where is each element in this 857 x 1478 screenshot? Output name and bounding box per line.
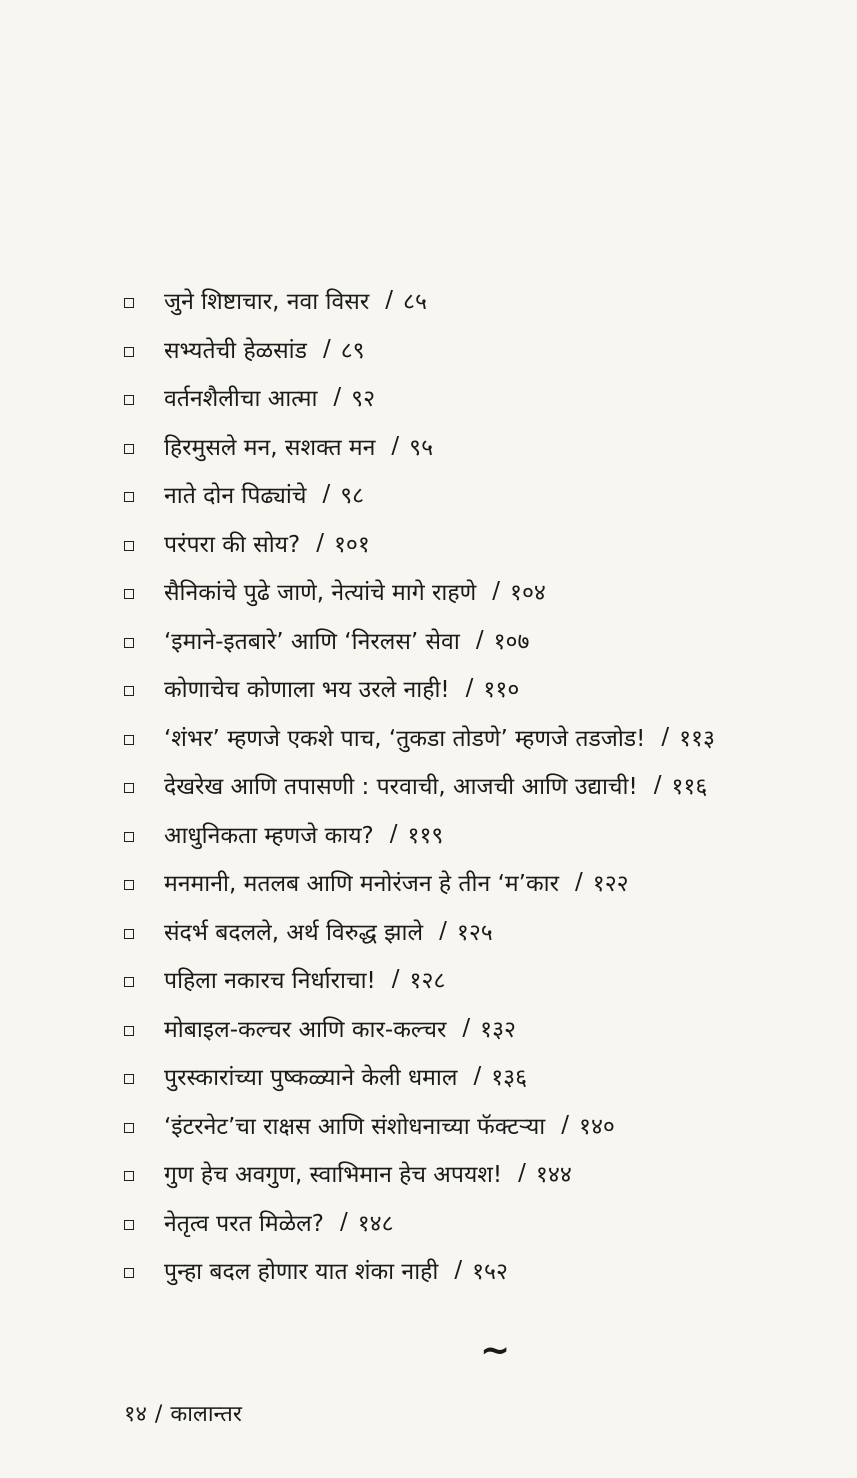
toc-entry-separator: / (518, 1160, 526, 1187)
toc-entry-title: संदर्भ बदलले, अर्थ विरुद्ध झाले (164, 919, 424, 946)
toc-entry-title: गुण हेच अवगुण, स्वाभिमान हेच अपयश! (164, 1162, 503, 1189)
toc-entry (124, 470, 844, 519)
toc-entry (124, 1246, 844, 1295)
toc-entry-title: ‘इंटरनेट’चा राक्षस आणि संशोधनाच्या फॅक्टऱ्या (164, 1113, 546, 1140)
footer-separator: / (154, 1402, 163, 1427)
end-ornament: ~ (480, 1330, 511, 1371)
checkbox-bullet-icon (124, 638, 134, 648)
checkbox-bullet-icon (124, 444, 134, 454)
toc-entry-title: सैनिकांचे पुढे जाणे, नेत्यांचे मागे राहणे (164, 580, 477, 607)
toc-entry-title: नाते दोन पिढ्यांचे (164, 483, 307, 510)
toc-entry-separator: / (561, 1111, 570, 1138)
checkbox-bullet-icon (124, 783, 134, 793)
toc-entry-title: सभ्यतेची हेळसांड (164, 337, 307, 364)
table-of-contents (124, 276, 844, 1295)
toc-entry-page-number: ८९ (340, 337, 365, 364)
folio-number: १४ (124, 1402, 147, 1427)
toc-entry-title: देखरेख आणि तपासणी : परवाची, आजची आणि उद्याची! (164, 774, 638, 801)
toc-entry-title: वर्तनशैलीचा आत्मा (164, 386, 318, 413)
toc-entry-page-number: १२२ (592, 871, 629, 898)
checkbox-bullet-icon (124, 929, 134, 939)
page-footer (124, 1398, 242, 1428)
checkbox-bullet-icon (124, 395, 134, 405)
toc-entry (124, 1149, 844, 1198)
toc-entry-page-number: ११९ (407, 822, 444, 849)
toc-entry (124, 276, 844, 325)
toc-entry-page-number: ११३ (679, 725, 715, 752)
toc-entry-page-number: ९५ (409, 434, 434, 461)
checkbox-bullet-icon (124, 735, 134, 745)
toc-entry-page-number: १३६ (491, 1065, 528, 1092)
checkbox-bullet-icon (124, 1268, 134, 1278)
toc-entry-separator: / (475, 626, 484, 653)
checkbox-bullet-icon (124, 541, 134, 551)
toc-entry-page-number: १०४ (509, 580, 546, 607)
toc-entry (124, 955, 844, 1004)
toc-entry-title: नेतृत्व परत मिळेल? (164, 1210, 324, 1237)
toc-entry-title: आधुनिकता म्हणजे काय? (164, 822, 374, 849)
running-title: कालान्तर (170, 1402, 242, 1427)
toc-entry (124, 664, 844, 713)
toc-entry (124, 761, 844, 810)
toc-entry (124, 713, 844, 762)
toc-entry-separator: / (439, 917, 447, 944)
toc-entry-page-number: १२५ (456, 919, 493, 946)
toc-entry-title: मनमानी, मतलब आणि मनोरंजन हे तीन ‘म’कार (164, 871, 559, 898)
checkbox-bullet-icon (124, 832, 134, 842)
toc-entry-page-number: ९८ (340, 483, 365, 510)
toc-entry (124, 907, 844, 956)
toc-entry (124, 1052, 844, 1101)
toc-entry-title: जुने शिष्टाचार, नवा विसर (164, 289, 370, 316)
toc-entry-page-number: १५२ (472, 1259, 508, 1286)
toc-entry-page-number: १४८ (357, 1210, 394, 1237)
toc-entry-page-number: १२८ (409, 968, 446, 995)
toc-entry-separator: / (316, 529, 324, 556)
toc-entry (124, 858, 844, 907)
toc-entry-separator: / (661, 723, 670, 750)
checkbox-bullet-icon (124, 589, 134, 599)
checkbox-bullet-icon (124, 1026, 134, 1036)
toc-entry (124, 616, 844, 665)
checkbox-bullet-icon (124, 1220, 134, 1230)
toc-entry-page-number: १४४ (535, 1162, 572, 1189)
toc-entry-page-number: १०७ (493, 628, 530, 655)
checkbox-bullet-icon (124, 1123, 134, 1133)
toc-entry-page-number: ११० (483, 677, 520, 704)
toc-entry-separator: / (465, 675, 474, 702)
toc-entry (124, 325, 844, 374)
toc-entry (124, 1101, 844, 1150)
toc-entry (124, 567, 844, 616)
checkbox-bullet-icon (124, 977, 134, 987)
checkbox-bullet-icon (124, 1171, 134, 1181)
toc-entry-separator: / (391, 432, 400, 459)
toc-entry-separator: / (333, 384, 342, 411)
toc-entry-separator: / (653, 772, 662, 799)
toc-entry-separator: / (389, 820, 398, 847)
toc-entry-separator: / (473, 1063, 482, 1090)
toc-entry-separator: / (322, 335, 331, 362)
toc-entry-page-number: ९२ (351, 386, 376, 413)
toc-entry-title: पुरस्कारांच्या पुष्कळ्याने केली धमाल (164, 1065, 458, 1092)
toc-entry-separator: / (322, 481, 331, 508)
toc-entry-separator: / (391, 966, 400, 993)
checkbox-bullet-icon (124, 298, 134, 308)
toc-entry-title: परंपरा की सोय? (164, 531, 301, 558)
toc-entry-title: कोणाचेच कोणाला भय उरले नाही! (164, 677, 450, 704)
toc-entry (124, 1004, 844, 1053)
checkbox-bullet-icon (124, 880, 134, 890)
toc-entry-separator: / (339, 1208, 348, 1235)
toc-entry-page-number: १०१ (333, 531, 370, 558)
toc-entry-separator: / (574, 869, 583, 896)
toc-entry (124, 1198, 844, 1247)
toc-entry (124, 810, 844, 859)
toc-entry-page-number: ११६ (671, 774, 708, 801)
toc-entry-page-number: ८५ (403, 289, 427, 316)
toc-entry-separator: / (385, 287, 393, 314)
toc-entry (124, 422, 844, 471)
toc-entry-title: ‘शंभर’ म्हणजे एकशे पाच, ‘तुकडा तोडणे’ म्हणजे तडजोड! (164, 725, 646, 752)
checkbox-bullet-icon (124, 686, 134, 696)
toc-entry-title: हिरमुसले मन, सशक्त मन (164, 434, 376, 461)
checkbox-bullet-icon (124, 1074, 134, 1084)
toc-entry-page-number: १३२ (480, 1016, 517, 1043)
toc-entry-separator: / (454, 1257, 463, 1284)
toc-entry-separator: / (492, 578, 500, 605)
toc-entry-title: ‘इमाने-इतबारे’ आणि ‘निरलस’ सेवा (164, 628, 460, 655)
toc-entry-title: पहिला नकारच निर्धाराचा! (164, 968, 376, 995)
checkbox-bullet-icon (124, 492, 134, 502)
toc-entry-title: पुन्हा बदल होणार यात शंका नाही (164, 1259, 439, 1286)
toc-entry (124, 519, 844, 568)
toc-entry-page-number: १४० (579, 1113, 615, 1140)
checkbox-bullet-icon (124, 347, 134, 357)
toc-entry-separator: / (462, 1014, 471, 1041)
toc-entry-title: मोबाइल-कल्चर आणि कार-कल्चर (164, 1016, 447, 1043)
toc-entry (124, 373, 844, 422)
